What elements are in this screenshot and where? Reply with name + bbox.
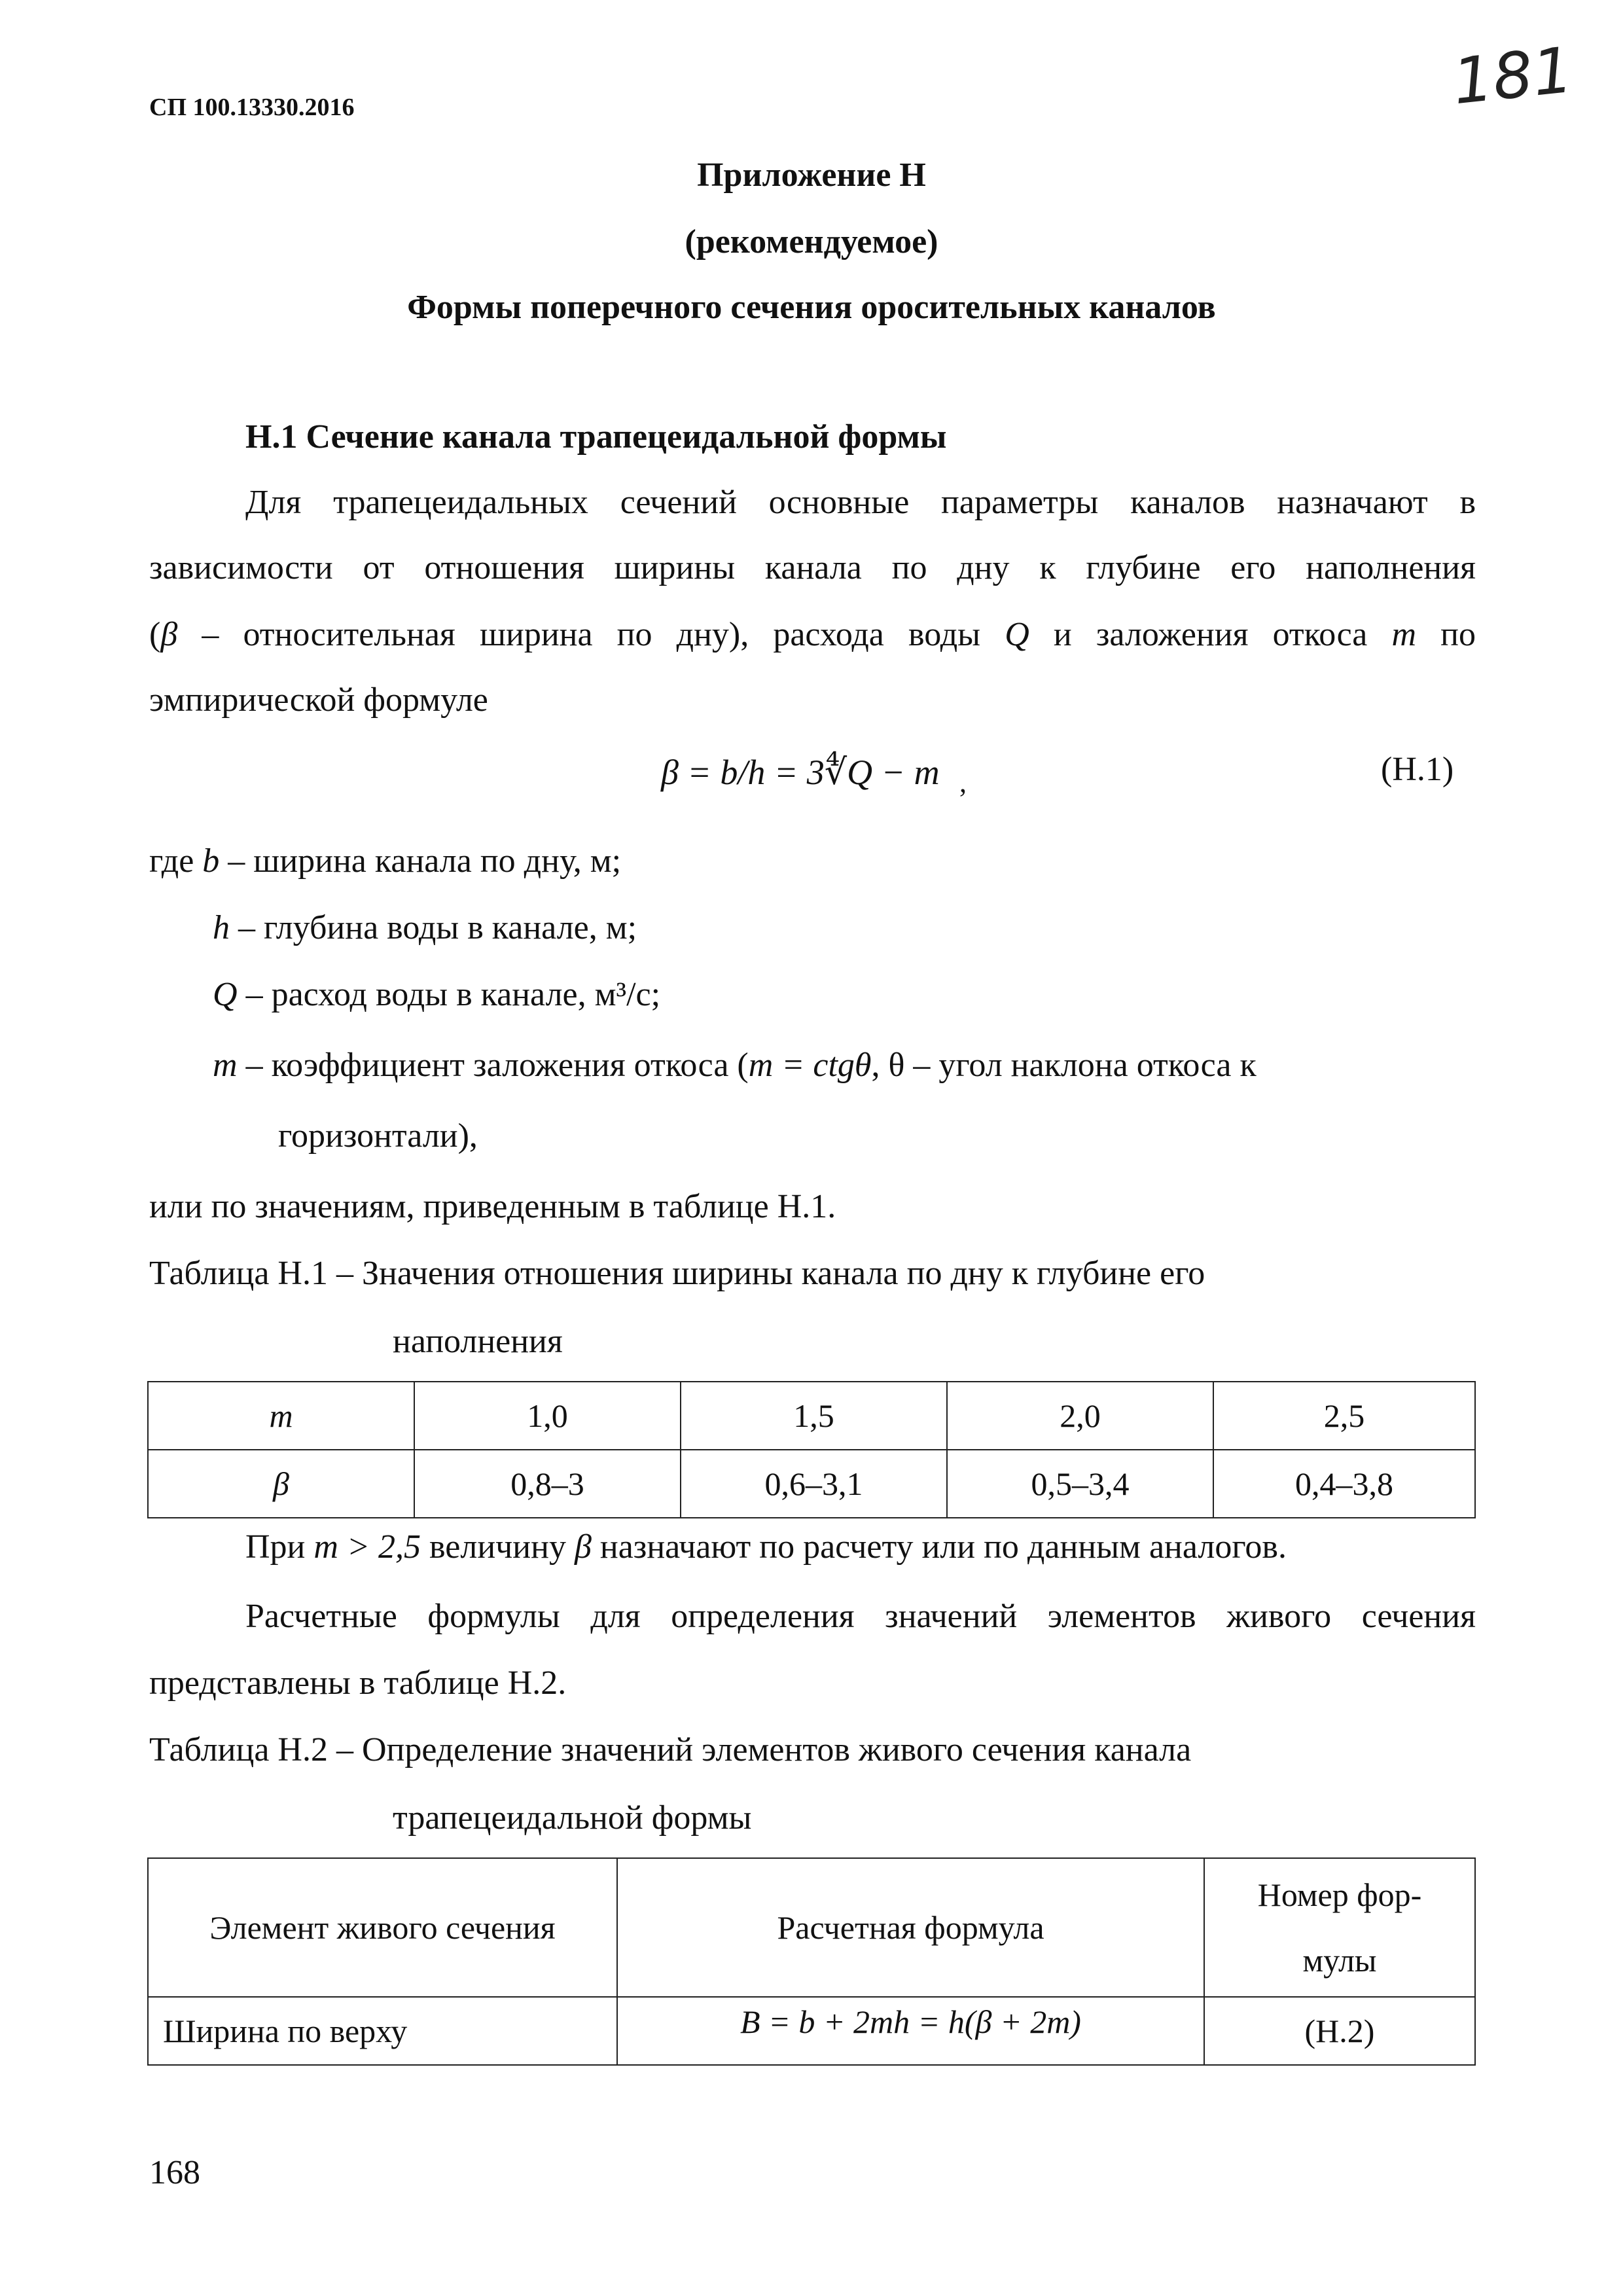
table2-caption-line1: Таблица Н.2 – Определение значений элементов живого сечения канала [149, 1731, 1192, 1768]
formula-h1: β = b/h = 3∜Q − m [661, 753, 940, 792]
document-code: СП 100.13330.2016 [149, 94, 355, 121]
table-h2 [147, 1857, 1476, 2066]
where-m: m – коэффициент заложения откоса (m = ctgθ, θ – угол наклона откоса к [213, 1047, 1257, 1084]
table-header-row [148, 1858, 1475, 1997]
para1-line2: зависимости от отношения ширины канала по дну к глубине его наполнения [149, 549, 1476, 586]
table-cell: 0,6–3,1 [681, 1450, 947, 1518]
table1-note: При m > 2,5 величину β назначают по расчету или по данным аналогов. [245, 1528, 1287, 1566]
section-heading: Н.1 Сечение канала трапецеидальной формы [245, 418, 947, 456]
para1-line1: Для трапецеидальных сечений основные параметры каналов назначают в [245, 484, 1476, 521]
formula-h1-number: (Н.1) [1381, 751, 1454, 788]
para2-line2: представлены в таблице Н.2. [149, 1664, 567, 1702]
table-cell: 2,0 [947, 1382, 1213, 1450]
formula-h1-comma: , [959, 766, 967, 798]
table-cell: 2,5 [1213, 1382, 1475, 1450]
table-cell: 1,0 [414, 1382, 681, 1450]
table-cell: 0,4–3,8 [1213, 1450, 1475, 1518]
para2-line1: Расчетные формулы для определения значений элементов живого сечения [245, 1598, 1476, 1635]
table-h1 [147, 1381, 1476, 1518]
table-cell: 0,5–3,4 [947, 1450, 1213, 1518]
table-header-cell: Элемент живого сечения [148, 1858, 617, 1997]
table-row [148, 1382, 1475, 1450]
appendix-title: Приложение Н [697, 156, 926, 194]
page-number: 168 [149, 2154, 200, 2191]
para1-line4: эмпирической формуле [149, 681, 488, 719]
handwritten-page-number: 181 [1449, 33, 1577, 119]
table-cell: m [148, 1382, 414, 1450]
table1-caption-line2: наполнения [393, 1323, 563, 1360]
table2-caption-line2: трапецеидальной формы [393, 1799, 752, 1837]
table-cell: B = b + 2mh = h(β + 2m) [617, 1997, 1204, 2065]
table-cell: (Н.2) [1204, 1997, 1475, 2065]
para1-line3: (β – относительная ширина по дну), расхода воды Q и заложения откоса m по [149, 616, 1476, 653]
table-row [148, 1450, 1475, 1518]
where-q: Q – расход воды в канале, м³/с; [213, 976, 661, 1013]
table-row [148, 1997, 1475, 2065]
where-h: h – глубина воды в канале, м; [213, 909, 637, 946]
appendix-heading: Формы поперечного сечения оросительных каналов [407, 289, 1216, 326]
where-m-cont: горизонтали), [278, 1117, 478, 1155]
table1-caption-line1: Таблица Н.1 – Значения отношения ширины канала по дну к глубине его [149, 1255, 1205, 1292]
table-header-cell: Расчетная формула [617, 1858, 1204, 1997]
table-cell: 0,8–3 [414, 1450, 681, 1518]
table-header-cell: Номер фор- мулы [1204, 1858, 1475, 1997]
where-b: где b – ширина канала по дну, м; [149, 842, 622, 880]
table-cell: Ширина по верху [148, 1997, 617, 2065]
or-text: или по значениям, приведенным в таблице Н.1. [149, 1188, 836, 1225]
table-cell: 1,5 [681, 1382, 947, 1450]
appendix-subtitle: (рекомендуемое) [685, 223, 938, 260]
table-cell: β [148, 1450, 414, 1518]
